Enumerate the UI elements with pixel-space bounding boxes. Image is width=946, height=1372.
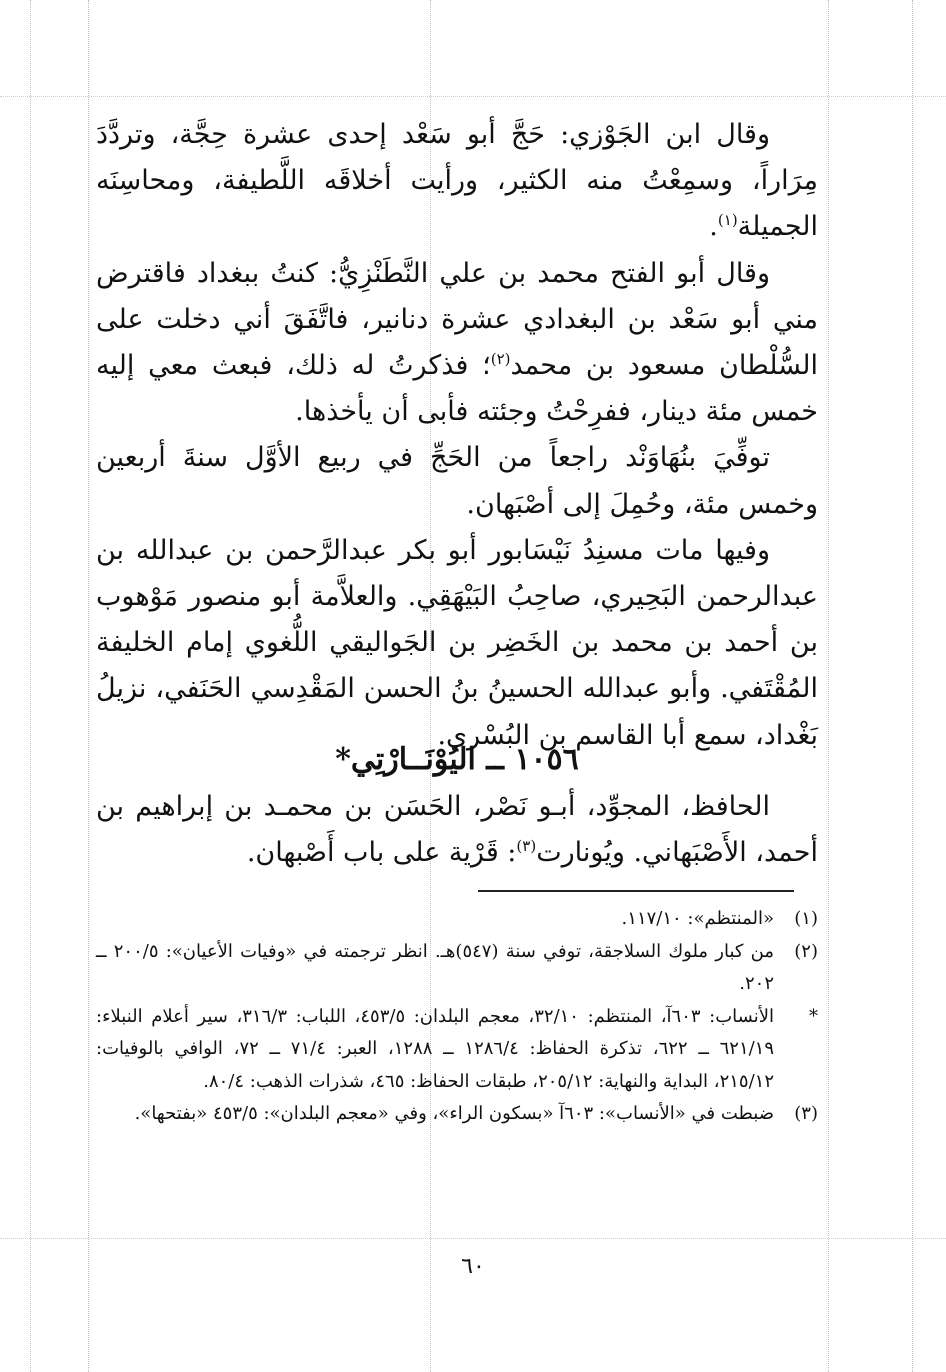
footnote-mark: (٣) (794, 1103, 818, 1124)
footnote-mark: (١) (794, 908, 818, 929)
footnote-divider (478, 890, 794, 892)
page-number: ٦٠ (461, 1254, 485, 1279)
footnote-text: من كبار ملوك السلاجقة، توفي سنة (٥٤٧)هـ. انظر ترجمته في «وفيات الأعيان»: ٢٠٠/٥ ــ ٢٠٢. (96, 940, 774, 994)
footnote-item (96, 936, 818, 1001)
footnote-item (96, 1098, 818, 1131)
main-text (96, 112, 818, 759)
footnotes (96, 903, 818, 1131)
paragraph-ibn-aljawzi: وقال ابن الجَوْزي: حَجَّ أبو سَعْد إحدى عشرة حِجَّة، وتردَّدَ مِرَاراً، وسمِعْتُ منه الكثير، ورأيت أخلاقَه اللَّطيفة، ومحاسِنَه الجميلة$^{(١)}$. (96, 119, 818, 243)
scan-guide-line (828, 0, 829, 1372)
paragraph-death: توفِّيَ بنُهَاوَنْد راجعاً من الحَجِّ في ربيع الأوَّل سنةَ أربعين وخمس مئة، وحُمِلَ إلى أصْبَهان. (96, 442, 818, 520)
scan-guide-line (0, 96, 946, 97)
footnote-mark: (٢) (794, 940, 818, 962)
footnote-ref-2: (٢) (490, 350, 511, 369)
footnote-ref-1: (١) (717, 211, 738, 230)
footnote-item (96, 1001, 818, 1099)
footnote-item (96, 903, 818, 936)
footnote-ref-3: (٣) (516, 837, 537, 855)
entry-heading: ١٠٥٦ ــ اليُوْنَــارْتِي* (335, 742, 579, 777)
footnote-text: «المنتظم»: ١١٧/١٠. (621, 908, 774, 929)
footnote-text: ضبطت في «الأنساب»: ٦٠٣آ «بسكون الراء»، وفي «معجم البلدان»: ٤٥٣/٥ «بفتحها». (134, 1103, 774, 1124)
footnote-mark: * (809, 1005, 818, 1027)
paragraph-obituaries: وفيها مات مسنِدُ نَيْسَابور أبو بكر عبدالرَّحمن بن عبدالله بن عبدالرحمن البَحِيري، صاحِبُ البَيْهَقِي. والعلاَّمة أبو منصور مَوْهوب بن أحمد بن محمد بن الخَضِر بن الجَواليقي اللُّغوي إمام الخليفة المُقْتَفي. وأبو عبدالله الحسينُ بنُ الحسن المَقْدِسي الحَنَفي، نزيلُ بَغْداد، سمع أبا القاسم بن البُسْري. (96, 534, 818, 751)
entry-biography: الحافظ، المجوِّد، أبـو نَصْر، الحَسَن بن محمـد بن إبراهيم بن أحمد، الأَصْبَهاني. ويُونارت$^{(٣)}$: قَرْية على باب أَصْبهان. (96, 791, 818, 868)
scan-guide-line (30, 0, 31, 1372)
scan-guide-line (912, 0, 913, 1372)
scan-guide-line (88, 0, 89, 1372)
paragraph-abu-alfath: وقال أبو الفتح محمد بن علي النَّطَنْزِيُّ: كنتُ ببغداد فاقترض مني أبو سَعْد بن البغدادي عشرة دنانير، فاتَّفَقَ أني دخلت على السُّلْطان مسعود بن محمد$^{(٢)}$؛ فذكرتُ له ذلك، فبعث معي إليه خمس مئة دينار، ففرِحْتُ وجئته فأبى أن يأخذها. (96, 257, 819, 428)
scan-guide-line (0, 1238, 946, 1239)
footnote-text: الأنساب: ٦٠٣آ، المنتظم: ٣٢/١٠، معجم البلدان: ٤٥٣/٥، اللباب: ٣١٦/٣، سير أعلام النبلاء: ٦٢١/١٩ ــ ٦٢٢، تذكرة الحفاظ: ١٢٨٦/٤ ــ ١٢٨٨، العبر: ٧١/٤ ــ ٧٢، الوافي بالوفيات: ٢١٥/١٢، البداية والنهاية: ٢٠٥/١٢، طبقات الحفاظ: ٤٦٥، شذرات الذهب: ٨٠/٤. (96, 1005, 775, 1092)
